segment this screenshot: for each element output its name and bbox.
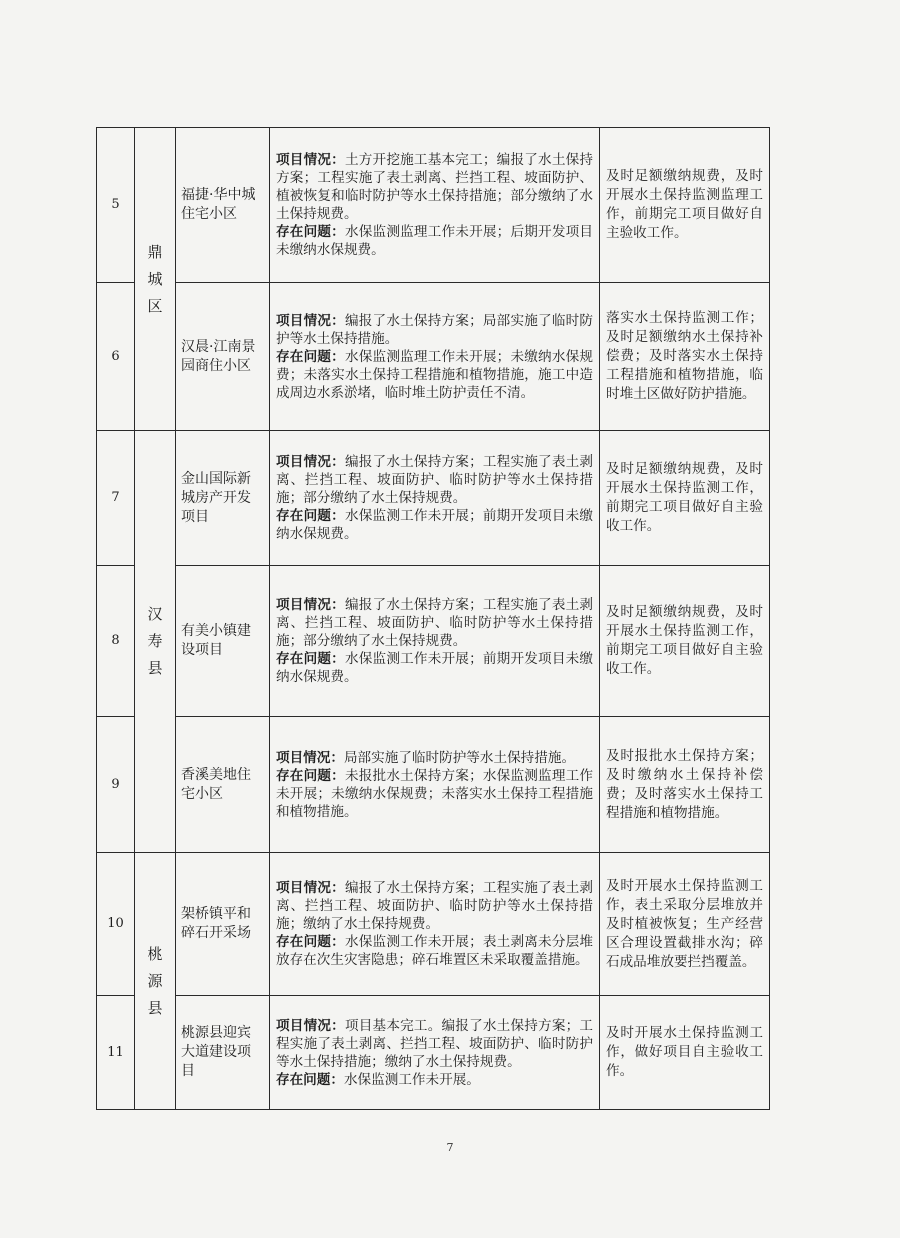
info-label: 项目情况： <box>276 152 345 168</box>
issue-label: 存在问题： <box>276 934 345 950</box>
issue-label: 存在问题： <box>276 767 345 784</box>
project-name: 福捷·华中城住宅小区 <box>176 128 270 283</box>
project-name: 香溪美地住宅小区 <box>176 717 270 853</box>
existing-problems: 水保监测工作未开展；前期开发项目未缴纳水保规费。 <box>276 651 594 685</box>
project-situation: 编报了水土保持方案；局部实施了临时防护等水土保持措施。 <box>276 312 594 347</box>
project-situation: 编报了水土保持方案；工程实施了表土剥离、拦挡工程、坡面防护、临时防护等水土保持措施；缴纳了水土保持规费。 <box>276 880 594 932</box>
info-label: 项目情况： <box>276 1017 345 1034</box>
project-details <box>270 431 600 566</box>
project-details <box>270 717 600 853</box>
project-name: 有美小镇建设项目 <box>176 566 270 717</box>
rectification-suggestion: 及时开展水土保持监测工作，做好项目自主验收工作。 <box>600 996 770 1110</box>
rectification-suggestion: 及时足额缴纳规费，及时开展水土保持监测工作，前期完工项目做好自主验收工作。 <box>600 431 770 566</box>
info-label: 项目情况： <box>276 597 345 613</box>
project-name: 金山国际新城房产开发项目 <box>176 431 270 566</box>
existing-problems: 未报批水土保持方案；水保监测监理工作未开展；未缴纳水保规费；未落实水土保持工程措施和植物措施。 <box>276 767 594 820</box>
info-label: 项目情况： <box>276 454 345 470</box>
table-row <box>97 566 770 717</box>
row-number: 11 <box>97 996 135 1110</box>
inspection-table <box>96 127 770 1110</box>
project-details <box>270 853 600 996</box>
region-cell <box>135 128 176 431</box>
row-number: 9 <box>97 717 135 853</box>
project-details <box>270 566 600 717</box>
project-situation: 编报了水土保持方案；工程实施了表土剥离、拦挡工程、坡面防护、临时防护等水土保持措施；部分缴纳了水土保持规费。 <box>276 597 594 649</box>
existing-problems: 水保监测工作未开展；前期开发项目未缴纳水保规费。 <box>276 508 594 542</box>
project-details <box>270 283 600 431</box>
rectification-suggestion: 及时足额缴纳规费，及时开展水土保持监测监理工作，前期完工项目做好自主验收工作。 <box>600 128 770 283</box>
issue-label: 存在问题： <box>276 348 345 365</box>
existing-problems: 水保监测工作未开展；表土剥离未分层堆放存在次生灾害隐患；碎石堆置区未采取覆盖措施。 <box>276 934 594 968</box>
region-cell <box>135 853 176 1110</box>
project-details <box>270 996 600 1110</box>
page-number: 7 <box>446 1141 454 1154</box>
table-row <box>97 853 770 996</box>
rectification-suggestion: 及时报批水土保持方案；及时缴纳水土保持补偿费；及时落实水土保持工程措施和植物措施。 <box>600 717 770 853</box>
region-name: 鼎城区 <box>147 242 163 315</box>
table-row <box>97 128 770 283</box>
rectification-suggestion: 及时足额缴纳规费，及时开展水土保持监测工作，前期完工项目做好自主验收工作。 <box>600 566 770 717</box>
issue-label: 存在问题： <box>276 508 345 524</box>
project-name: 架桥镇平和碎石开采场 <box>176 853 270 996</box>
rectification-suggestion: 及时开展水土保持监测工作，表土采取分层堆放并及时植被恢复；生产经营区合理设置截排水沟；碎石成品堆放要拦挡覆盖。 <box>600 853 770 996</box>
project-name: 桃源县迎宾大道建设项目 <box>176 996 270 1110</box>
rectification-suggestion: 落实水土保持监测工作；及时足额缴纳水土保持补偿费；及时落实水土保持工程措施和植物措施，临时堆土区做好防护措施。 <box>600 283 770 431</box>
table-row <box>97 431 770 566</box>
project-situation: 土方开挖施工基本完工；编报了水土保持方案；工程实施了表土剥离、拦挡工程、坡面防护、植被恢复和临时防护等水土保持措施；部分缴纳了水土保持规费。 <box>276 152 594 222</box>
existing-problems: 水保监测工作未开展。 <box>343 1071 480 1088</box>
info-label: 项目情况： <box>276 749 344 766</box>
row-number: 8 <box>97 566 135 717</box>
row-number: 5 <box>97 128 135 283</box>
table-row <box>97 283 770 431</box>
info-label: 项目情况： <box>276 312 345 329</box>
project-situation: 编报了水土保持方案；工程实施了表土剥离、拦挡工程、坡面防护、临时防护等水土保持措施；部分缴纳了水土保持规费。 <box>276 454 594 506</box>
existing-problems: 水保监测监理工作未开展；未缴纳水保规费；未落实水土保持工程措施和植物措施，施工中造成周边水系淤堵，临时堆土防护责任不清。 <box>276 348 594 401</box>
issue-label: 存在问题： <box>276 224 345 240</box>
issue-label: 存在问题： <box>276 651 345 667</box>
project-situation: 局部实施了临时防护等水土保持措施。 <box>343 749 576 766</box>
project-details <box>270 128 600 283</box>
row-number: 7 <box>97 431 135 566</box>
row-number: 10 <box>97 853 135 996</box>
region-name: 汉寿县 <box>147 605 163 677</box>
table-row <box>97 996 770 1110</box>
region-cell <box>135 431 176 853</box>
issue-label: 存在问题： <box>276 1071 344 1088</box>
row-number: 6 <box>97 283 135 431</box>
region-name: 桃源县 <box>147 944 163 1017</box>
project-name: 汉晨·江南景园商住小区 <box>176 283 270 431</box>
project-situation: 项目基本完工。编报了水土保持方案；工程实施了表土剥离、拦挡工程、坡面防护、临时防护等水土保持措施；缴纳了水土保持规费。 <box>276 1017 594 1070</box>
info-label: 项目情况： <box>276 880 345 896</box>
table-row <box>97 717 770 853</box>
existing-problems: 水保监测监理工作未开展；后期开发项目未缴纳水保规费。 <box>276 224 594 258</box>
